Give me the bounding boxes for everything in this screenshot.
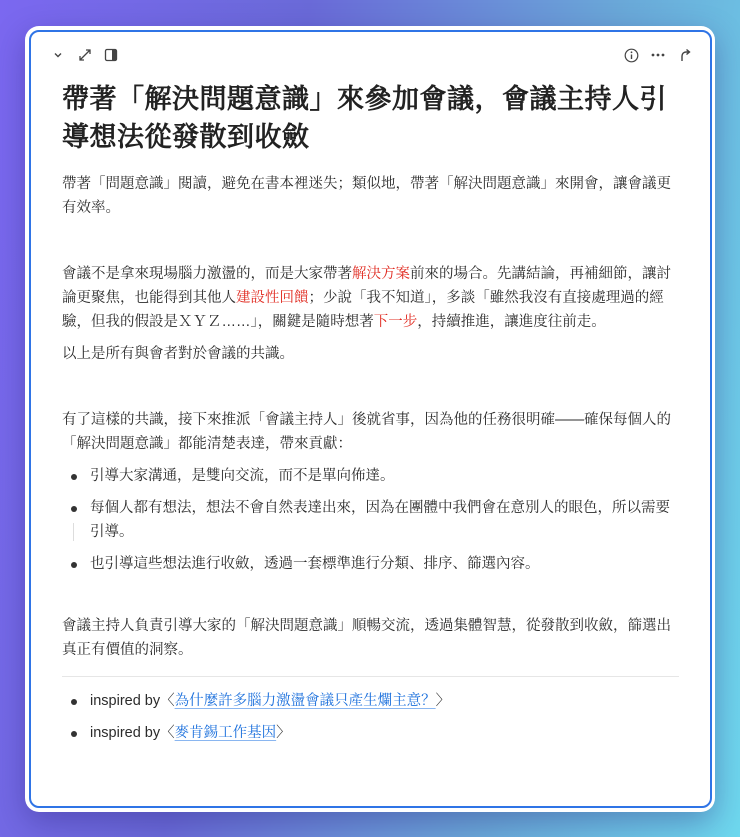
reference-prefix: inspired by〈: [90, 725, 175, 741]
more-icon[interactable]: [647, 44, 669, 66]
reference-link[interactable]: 為什麼許多腦力激盪會議只產生爛主意？: [174, 693, 436, 709]
facilitator-paragraph: 有了這樣的共識，接下來推派「會議主持人」後就省事，因為他的任務很明確——確保每個人的「解決問題意識」都能清楚表達，帶來貢獻：: [62, 412, 671, 452]
note-content: [62, 80, 679, 753]
share-arrow-icon[interactable]: [674, 44, 696, 66]
info-icon[interactable]: [620, 44, 642, 66]
highlight-next-step: 下一步: [373, 314, 418, 330]
reference-suffix: 〉: [435, 693, 451, 709]
divider: [62, 676, 679, 677]
text-segment: ，持續推進，讓進度往前走。: [417, 314, 606, 330]
consensus-paragraph: [62, 262, 679, 334]
summary-paragraph: 以上是所有與會者對於會議的共識。: [62, 346, 294, 362]
intro-paragraph: 帶著「問題意識」閱讀，避免在書本裡迷失；類似地，帶著「解決問題意識」來開會，讓會議更有效率。: [62, 176, 671, 216]
list-item: 引導大家溝通，是雙向交流，而不是單向佈達。: [62, 464, 679, 488]
reference-suffix: 〉: [276, 725, 291, 741]
list-item-text: 每個人都有想法，想法不會自然表達出來，因為在團體中我們會在意別人的眼色，所以需要引導。: [90, 500, 670, 540]
text-segment: ；少說「我不知道」，多談「雖然我沒有直接處理過的經驗，但我的假設是ＸＹＺ……」，關鍵是隨時想著: [62, 290, 664, 330]
reference-link[interactable]: 麥肯錫工作基因: [174, 725, 277, 741]
toolbar: [31, 44, 710, 70]
highlight-feedback: 建設性回饋: [236, 290, 309, 306]
block-handle: [73, 523, 74, 541]
text-segment: 會議不是拿來現場腦力激盪的，而是大家帶著: [62, 266, 352, 282]
text-segment: 前來的場合。先講結論，再補細節，讓討論更聚焦，也能得到其他人: [62, 266, 671, 306]
chevron-down-icon[interactable]: [47, 44, 69, 66]
references-list: [62, 689, 679, 745]
list-item: 也引導這些想法進行收斂，透過一套標準進行分類、排序、篩選內容。: [62, 552, 679, 576]
expand-icon[interactable]: [74, 44, 96, 66]
note-window: [29, 30, 712, 808]
conclusion-paragraph: 會議主持人負責引導大家的「解決問題意識」順暢交流，透過集體智慧，從發散到收斂，篩選出真正有價值的洞察。: [62, 618, 671, 658]
reference-item: [62, 689, 679, 713]
reference-prefix: inspired by〈: [90, 693, 175, 709]
page-title: 帶著「解決問題意識」來參加會議，會議主持人引導想法從發散到收斂: [62, 84, 667, 152]
reference-item: [62, 721, 679, 745]
facilitator-list: [62, 464, 679, 576]
sidebar-panel-icon[interactable]: [100, 44, 122, 66]
highlight-solution: 解決方案: [352, 266, 410, 282]
list-item: [62, 496, 679, 544]
